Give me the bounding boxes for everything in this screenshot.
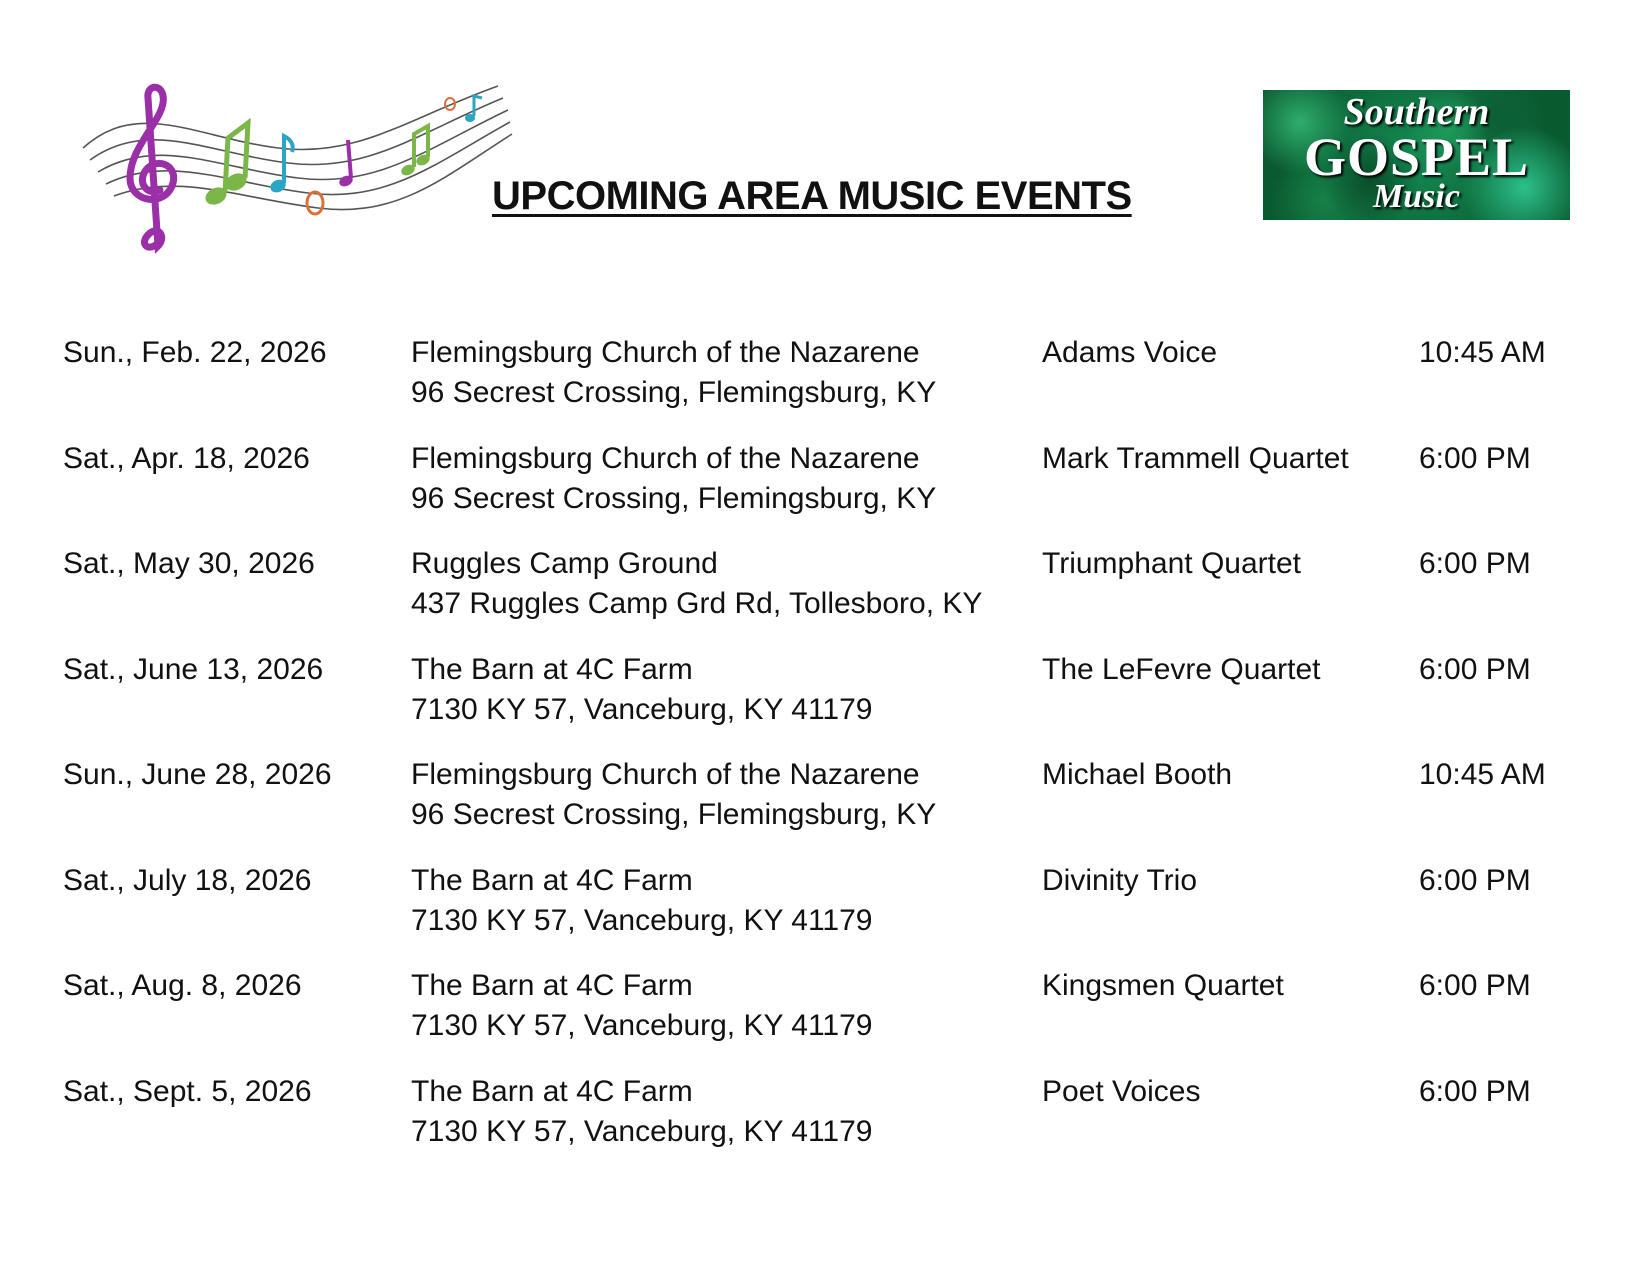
- event-date: Sat., Sept. 5, 2026: [63, 1074, 312, 1108]
- event-venue: The Barn at 4C Farm: [411, 969, 693, 1002]
- event-artist: Divinity Trio: [1042, 863, 1198, 897]
- event-address: 96 Secrest Crossing, Flemingsburg, KY: [411, 481, 937, 515]
- event-venue: Ruggles Camp Ground: [411, 547, 718, 580]
- event-address: 437 Ruggles Camp Grd Rd, Tollesboro, KY: [411, 587, 983, 620]
- logo-line-music: Music: [1373, 178, 1460, 215]
- event-venue: Flemingsburg Church of the Nazarene: [411, 336, 920, 369]
- event-artist: Poet Voices: [1042, 1074, 1201, 1108]
- event-row: [63, 755, 1603, 861]
- event-address: 7130 KY 57, Vanceburg, KY 41179: [411, 692, 873, 726]
- event-time: 6:00 PM: [1419, 547, 1531, 580]
- event-date: Sat., Aug. 8, 2026: [63, 969, 302, 1002]
- event-address: 96 Secrest Crossing, Flemingsburg, KY: [411, 798, 937, 831]
- southern-gospel-music-logo: [1263, 90, 1570, 220]
- event-row: [63, 544, 1603, 650]
- event-row: [63, 861, 1603, 967]
- events-list: [63, 333, 1603, 1177]
- music-staff-notes-icon: [78, 78, 528, 268]
- event-date: Sat., July 18, 2026: [63, 863, 312, 897]
- event-time: 6:00 PM: [1419, 969, 1531, 1002]
- event-row: [63, 1072, 1603, 1178]
- event-time: 6:00 PM: [1419, 441, 1531, 475]
- event-row: [63, 333, 1603, 439]
- event-artist: The LeFevre Quartet: [1042, 652, 1321, 686]
- event-time: 10:45 AM: [1419, 336, 1546, 369]
- event-address: 7130 KY 57, Vanceburg, KY 41179: [411, 1009, 873, 1042]
- event-row: [63, 650, 1603, 756]
- event-venue: Flemingsburg Church of the Nazarene: [411, 758, 920, 791]
- event-venue: The Barn at 4C Farm: [411, 652, 693, 686]
- event-date: Sun., Feb. 22, 2026: [63, 336, 327, 369]
- event-date: Sat., Apr. 18, 2026: [63, 441, 310, 475]
- event-artist: Triumphant Quartet: [1042, 547, 1301, 580]
- event-date: Sat., June 13, 2026: [63, 652, 324, 686]
- event-venue: Flemingsburg Church of the Nazarene: [411, 441, 920, 475]
- event-time: 10:45 AM: [1419, 758, 1546, 791]
- event-date: Sun., June 28, 2026: [63, 758, 332, 791]
- event-date: Sat., May 30, 2026: [63, 547, 315, 580]
- event-address: 96 Secrest Crossing, Flemingsburg, KY: [411, 376, 937, 409]
- logo-line-southern: Southern: [1343, 91, 1490, 133]
- logo-line-gospel: GOSPEL: [1303, 127, 1530, 187]
- event-time: 6:00 PM: [1419, 652, 1531, 686]
- event-artist: Kingsmen Quartet: [1042, 969, 1284, 1002]
- event-time: 6:00 PM: [1419, 1074, 1531, 1108]
- event-venue: The Barn at 4C Farm: [411, 1074, 693, 1108]
- event-row: [63, 966, 1603, 1072]
- event-venue: The Barn at 4C Farm: [411, 863, 693, 897]
- event-artist: Michael Booth: [1042, 758, 1233, 791]
- event-row: [63, 439, 1603, 545]
- event-address: 7130 KY 57, Vanceburg, KY 41179: [411, 1114, 873, 1148]
- event-time: 6:00 PM: [1419, 863, 1531, 897]
- event-address: 7130 KY 57, Vanceburg, KY 41179: [411, 903, 873, 937]
- page-title: UPCOMING AREA MUSIC EVENTS: [492, 174, 1132, 218]
- event-artist: Adams Voice: [1042, 336, 1218, 369]
- event-artist: Mark Trammell Quartet: [1042, 441, 1349, 475]
